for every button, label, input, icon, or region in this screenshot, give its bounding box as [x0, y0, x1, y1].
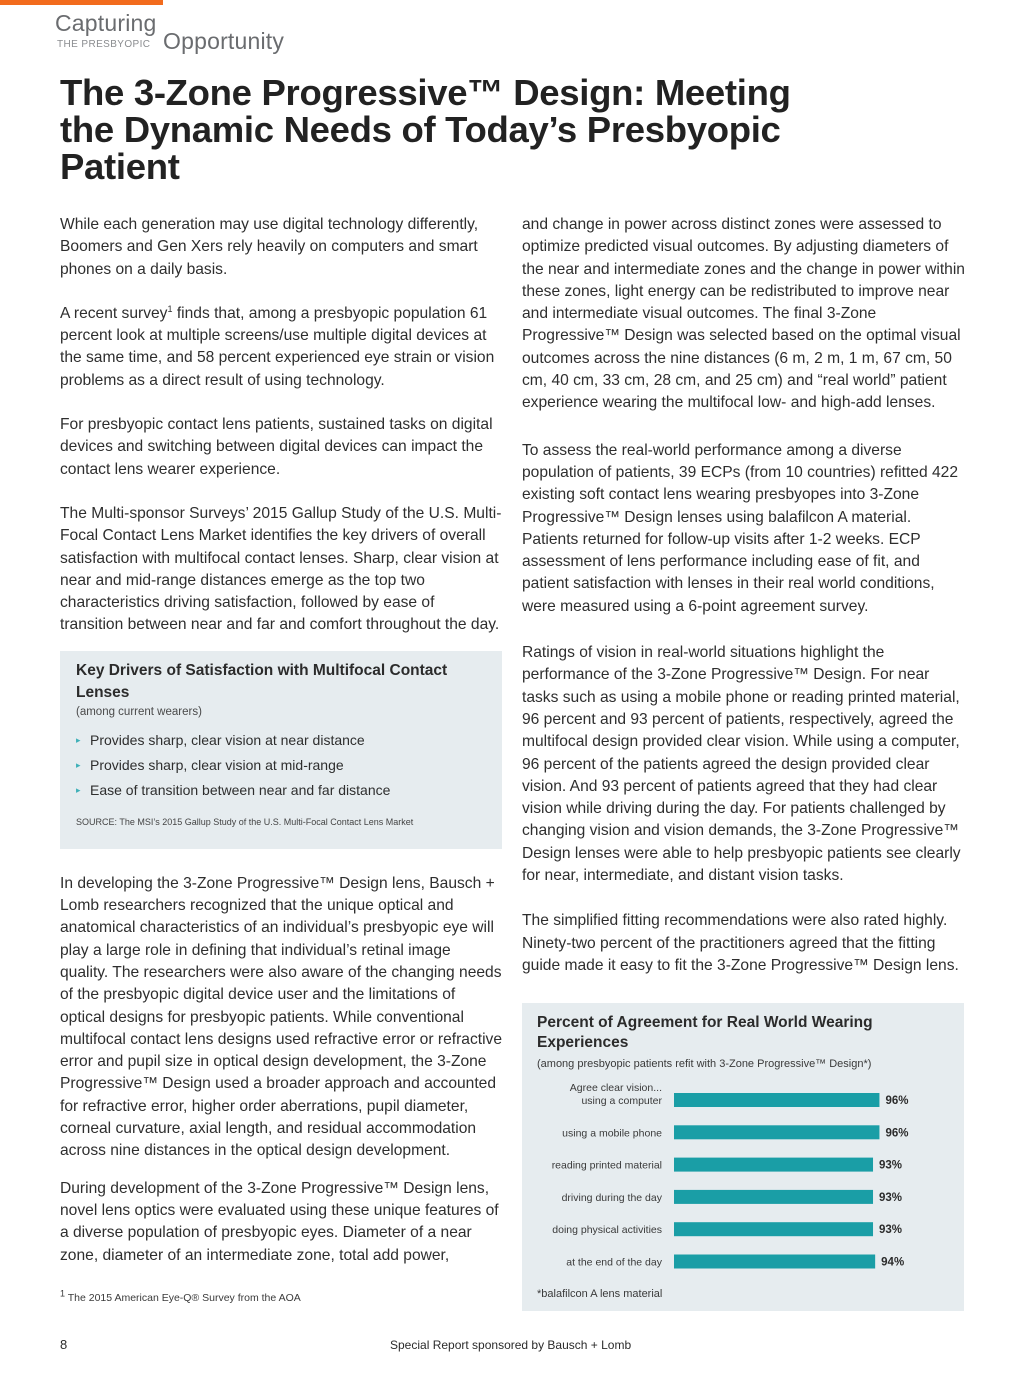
bar-value-label: 93%	[879, 1224, 903, 1237]
bar-value-label: 96%	[885, 1127, 909, 1140]
sidebar-list	[76, 728, 486, 803]
chart-footnote: *balafilcon A lens material	[537, 1288, 663, 1300]
bar-value-label: 96%	[885, 1095, 909, 1107]
bullet-icon: ▸	[76, 785, 81, 795]
page-title: The 3-Zone Progressive™ Design: Meeting the Dynamic Needs of Today’s Presbyopic Patient	[60, 72, 791, 187]
list-item: ▸ Provides sharp, clear vision at mid-range	[76, 753, 486, 778]
paragraph: The simplified fitting recommendations were also rated highly. Ninety-two percent of the practitioners agreed that the fitting guide made it easy to fit the 3-Zone Progressive™ Design lens.	[522, 912, 959, 974]
sidebar-subtitle: (among current wearers)	[76, 706, 202, 718]
bar-value-label: 93%	[879, 1191, 903, 1204]
footnote: 1 The 2015 American Eye-Q® Survey from the AOA	[60, 1288, 301, 1304]
category-label: doing physical activities	[552, 1224, 662, 1237]
bar-value-label: 93%	[879, 1159, 903, 1172]
paragraph: To assess the real-world performance among a diverse population of patients, 39 ECPs (from 10 countries) refitted 422 existing soft contact lens wearing presbyopes into 3-Zone Progressive™ Design lenses using balafilcon A material. Patients returned for follow-up visits after 1-2 weeks. ECP assessment of lens performance including ease of fit, and patient satisfaction with lenses in their real world conditions, were measured using a 6-point agreement survey.	[522, 441, 959, 615]
category-label: reading printed material	[551, 1159, 662, 1172]
paragraph: The Multi-sponsor Surveys’ 2015 Gallup Study of the U.S. Multi-Focal Contact Lens Market identifies the key drivers of overall satisfaction with multifocal contact lenses. Sharp, clear vision at near and mid-range distances emerge as the top two characteristics driving satisfaction, followed by ease of transition between near and far and comfort throughout the day.	[60, 504, 502, 634]
paragraph: and change in power across distinct zones were assessed to optimize predicted visual outcomes. By adjusting diameters of the near and intermediate zones and the change in power within these zones, light energy can be redistributed to improve near and intermediate visual outcomes. The final 3-Zone Progressive™ Design was selected based on the optimal visual outcomes across the nine distances (6 m, 2 m, 1 m, 67 cm, 50 cm, 40 cm, 33 cm, 28 cm, and 25 cm) and “real world” patient experience wearing the multifocal low- and high-add lenses.	[522, 216, 965, 412]
sidebar-source: SOURCE: The MSI’s 2015 Gallup Study of the U.S. Multi-Focal Contact Lens Market	[76, 817, 414, 827]
bar	[674, 1190, 873, 1204]
category-label: Agree clear vision...	[569, 1082, 662, 1094]
brand-logo	[55, 10, 355, 56]
chart-subtitle: (among presbyopic patients refit with 3-Zone Progressive™ Design*)	[537, 1058, 872, 1070]
right-column	[522, 214, 966, 977]
bar	[674, 1255, 875, 1269]
paragraph: While each generation may use digital technology differently, Boomers and Gen Xers rely heavily on computers and smart phones on a daily basis.	[60, 216, 479, 278]
list-item: ▸ Ease of transition between near and far distance	[76, 778, 486, 803]
brand-opportunity: Opportunity	[163, 28, 285, 54]
category-label: at the end of the day	[566, 1256, 662, 1269]
bullet-icon: ▸	[76, 760, 81, 770]
bar	[674, 1222, 873, 1236]
chart-title: Percent of Agreement for Real World Wearing Experiences	[537, 1014, 873, 1051]
brand-capturing: Capturing	[55, 10, 157, 36]
key-drivers-sidebar	[60, 651, 502, 849]
category-label: driving during the day	[561, 1191, 662, 1204]
category-label: using a computer	[581, 1095, 662, 1107]
page-footer: Special Report sponsored by Bausch + Lomb	[390, 1338, 632, 1352]
sidebar-title: Key Drivers of Satisfaction with Multifocal Contact Lenses	[76, 662, 448, 701]
list-item: ▸ Provides sharp, clear vision at near distance	[76, 728, 486, 753]
bar	[674, 1158, 873, 1172]
chart-plot	[522, 1003, 964, 1311]
bar	[674, 1093, 879, 1107]
brand-the-presbyopic: THE PRESBYOPIC	[57, 39, 151, 50]
bullet-icon: ▸	[76, 735, 81, 745]
paragraph: For presbyopic contact lens patients, sustained tasks on digital devices and switching between digital devices can impact the contact lens wearer experience.	[60, 416, 493, 478]
category-label: using a mobile phone	[562, 1127, 662, 1140]
footnote-ref: 1	[167, 303, 173, 314]
paragraph: In developing the 3-Zone Progressive™ Design lens, Bausch + Lomb researchers recognized that the unique optical and anatomical characteristics of an individual’s presbyopic eye will play a large role in defining that individual’s retinal image quality. The researchers were also aware of the changing needs of the presbyopic digital device user and the limitations of optical designs for presbyopic patients. While conventional multifocal contact lens designs used refractive error or refractive error and pupil size in optical design development, the 3-Zone Progressive™ Design used a broader approach and accounted for refractive error, higher order aberrations, pupil diameter, corneal curvature, axial length, and residual accommodation across nine distances in the optical design development.	[60, 874, 503, 1160]
paragraph: A recent survey$^1$ finds that, among a presbyopic population 61 percent look at multiple screens/use multiple digital devices at the same time, and 58 percent experienced eye strain or vision problems as a direct result of using technology.	[60, 303, 495, 389]
paragraph: Ratings of vision in real-world situations highlight the performance of the 3-Zone Progressive™ Design. For near tasks such as using a mobile phone or reading printed material, 96 percent and 93 percent of patients, respectively, agreed the multifocal design provided clear vision. While using a computer, 96 percent of the patients agreed the design provided clear vision. And 93 percent of patients agreed that they had clear vision while driving during the day. For patients challenged by changing vision and vision demands, the 3-Zone Progressive™ Design lenses were able to help presbyopic patients see clearly for near, intermediate, and distant vision tasks.	[522, 644, 961, 885]
bar	[674, 1125, 879, 1139]
agreement-chart	[522, 1003, 964, 1311]
bar-value-label: 94%	[881, 1256, 905, 1269]
top-accent-bar	[0, 0, 163, 5]
paragraph: During development of the 3-Zone Progressive™ Design lens, novel lens optics were evaluated using these unique features of a diverse population of presbyopic eyes. Diameter of a near zone, diameter of an intermediate zone, total add power,	[60, 1179, 499, 1264]
page-number: 8	[60, 1337, 68, 1352]
